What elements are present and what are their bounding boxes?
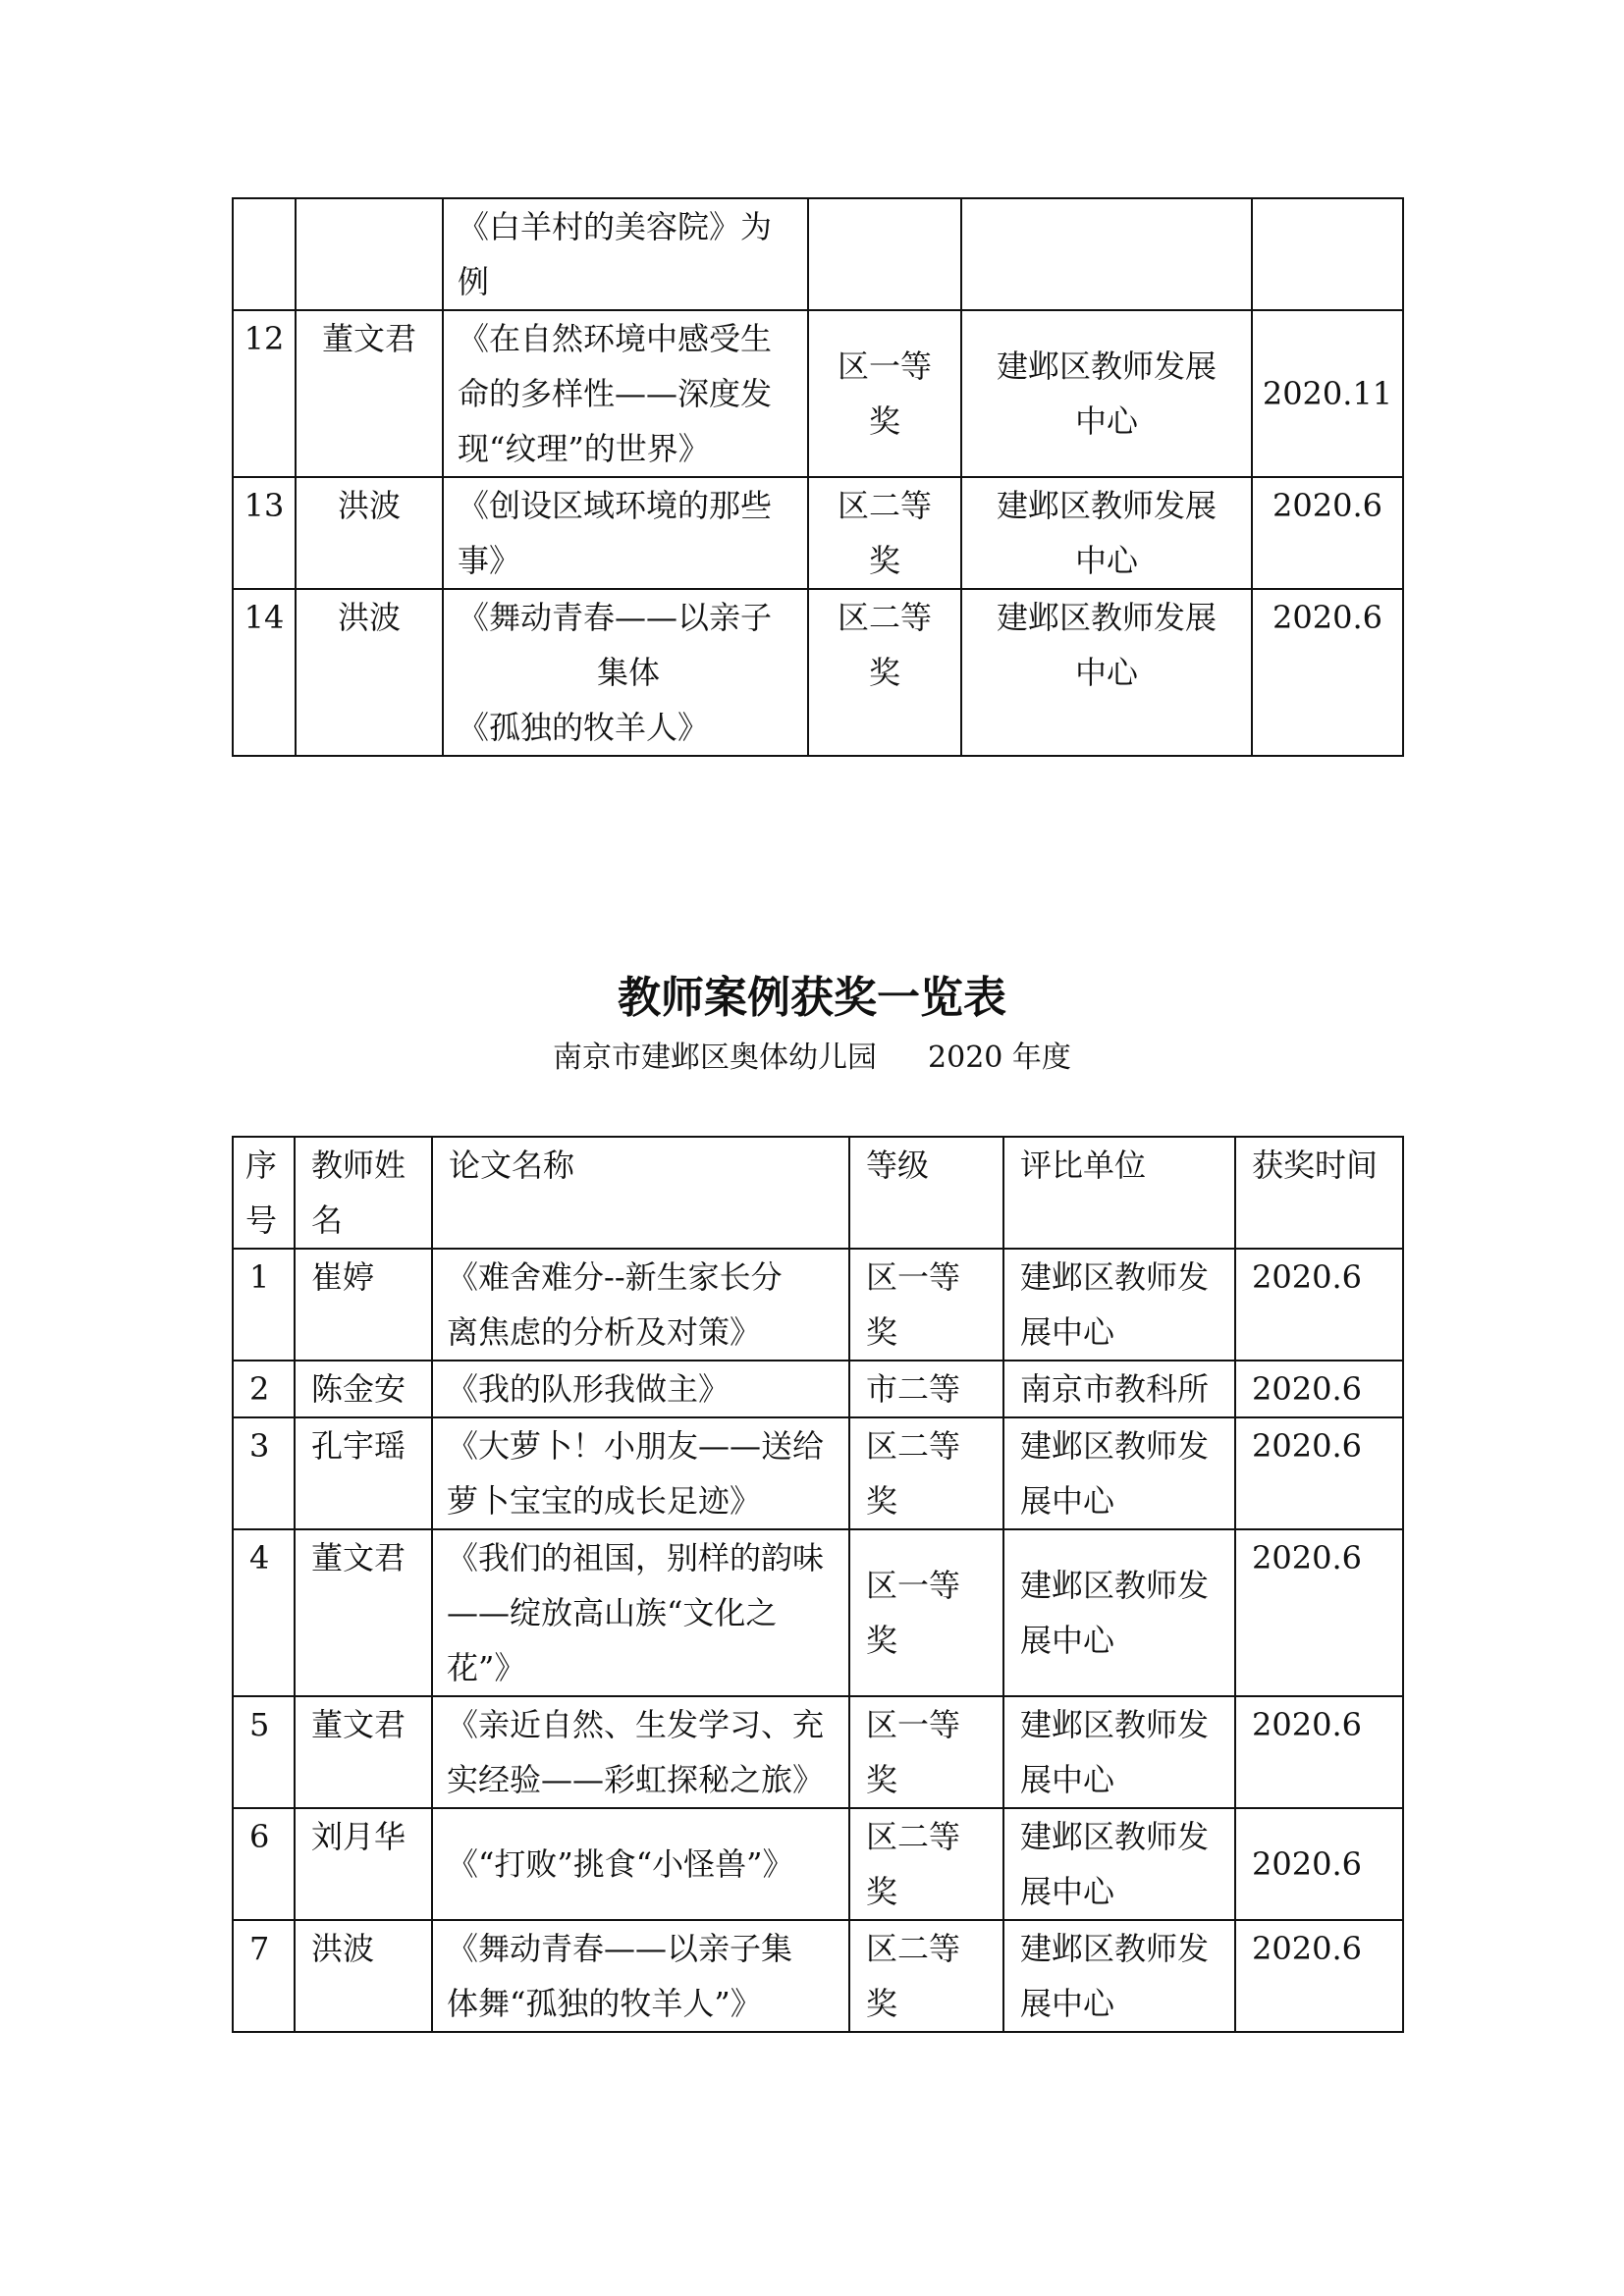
cell-date: 2020.6 — [1235, 1249, 1403, 1361]
cell-no: 4 — [233, 1529, 295, 1696]
cell-name: 洪波 — [295, 1920, 432, 2032]
cell-date: 2020.6 — [1252, 589, 1403, 756]
cell-title: 《创设区域环境的那些 事》 — [443, 477, 808, 589]
cell-level: 区一等 奖 — [849, 1249, 1003, 1361]
cell-org — [961, 198, 1252, 310]
cell-org: 建邺区教师发展 中心 — [961, 589, 1252, 756]
cell-no: 6 — [233, 1808, 295, 1920]
cell-level: 区一等 奖 — [808, 310, 961, 477]
table-row — [233, 1529, 1403, 1696]
cell-level: 区二等 奖 — [808, 477, 961, 589]
cell-name: 董文君 — [296, 310, 443, 477]
cell-no: 13 — [233, 477, 296, 589]
header-name: 教师姓 名 — [295, 1137, 432, 1249]
cell-date: 2020.6 — [1235, 1920, 1403, 2032]
cell-org: 南京市教科所 — [1003, 1361, 1235, 1417]
table-row — [233, 589, 1403, 756]
table-row — [233, 1361, 1403, 1417]
cell-no: 2 — [233, 1361, 295, 1417]
table-row — [233, 1808, 1403, 1920]
cell-date: 2020.6 — [1235, 1361, 1403, 1417]
cell-name: 洪波 — [296, 589, 443, 756]
cell-level — [808, 198, 961, 310]
cell-level: 区一等 奖 — [849, 1529, 1003, 1696]
cell-no — [233, 198, 296, 310]
cell-date: 2020.6 — [1235, 1808, 1403, 1920]
cell-level: 区二等 奖 — [849, 1417, 1003, 1529]
cell-date: 2020.6 — [1235, 1417, 1403, 1529]
cell-org: 建邺区教师发 展中心 — [1003, 1249, 1235, 1361]
cell-org: 建邺区教师发展 中心 — [961, 477, 1252, 589]
table-row — [233, 1249, 1403, 1361]
table-row — [233, 1417, 1403, 1529]
cell-org: 建邺区教师发 展中心 — [1003, 1920, 1235, 2032]
table-row — [233, 477, 1403, 589]
cell-title: 《我的队形我做主》 — [432, 1361, 849, 1417]
cell-date: 2020.6 — [1235, 1529, 1403, 1696]
cell-title: 《亲近自然、生发学习、充 实经验——彩虹探秘之旅》 — [432, 1696, 849, 1808]
year-label: 2020 年度 — [928, 1041, 1071, 1075]
cell-org: 建邺区教师发展 中心 — [961, 310, 1252, 477]
table-row — [233, 1920, 1403, 2032]
cell-org: 建邺区教师发 展中心 — [1003, 1529, 1235, 1696]
header-org: 评比单位 — [1003, 1137, 1235, 1249]
cell-no: 7 — [233, 1920, 295, 2032]
cell-title: 《舞动青春——以亲子集 体舞“孤独的牧羊人”》 — [432, 1920, 849, 2032]
cell-org: 建邺区教师发 展中心 — [1003, 1417, 1235, 1529]
header-title: 论文名称 — [432, 1137, 849, 1249]
cell-name: 董文君 — [295, 1696, 432, 1808]
header-date: 获奖时间 — [1235, 1137, 1403, 1249]
school-name: 南京市建邺区奥体幼儿园 — [553, 1041, 878, 1075]
cell-org: 建邺区教师发 展中心 — [1003, 1808, 1235, 1920]
cell-no: 14 — [233, 589, 296, 756]
cell-level: 市二等 — [849, 1361, 1003, 1417]
cell-title: 《舞动青春——以亲子 集体 《孤独的牧羊人》 — [443, 589, 808, 756]
cell-no: 12 — [233, 310, 296, 477]
cell-level: 区二等 奖 — [849, 1920, 1003, 2032]
cell-no: 1 — [233, 1249, 295, 1361]
cell-name: 陈金安 — [295, 1361, 432, 1417]
table-row — [233, 310, 1403, 477]
cell-date: 2020.11 — [1252, 310, 1403, 477]
cell-title: 《在自然环境中感受生 命的多样性——深度发 现“纹理”的世界》 — [443, 310, 808, 477]
award-table-continued — [232, 197, 1404, 757]
cell-level: 区二等 奖 — [849, 1808, 1003, 1920]
table-row — [233, 1696, 1403, 1808]
cell-name: 孔宇瑶 — [295, 1417, 432, 1529]
cell-name: 刘月华 — [295, 1808, 432, 1920]
cell-level: 区二等 奖 — [808, 589, 961, 756]
cell-name — [296, 198, 443, 310]
cell-no: 5 — [233, 1696, 295, 1808]
cell-no: 3 — [233, 1417, 295, 1529]
header-no: 序 号 — [233, 1137, 295, 1249]
cell-date: 2020.6 — [1252, 477, 1403, 589]
cell-title: 《难舍难分--新生家长分 离焦虑的分析及对策》 — [432, 1249, 849, 1361]
cell-title: 《我们的祖国，别样的韵味 ——绽放高山族“文化之 花”》 — [432, 1529, 849, 1696]
cell-date — [1252, 198, 1403, 310]
cell-name: 崔婷 — [295, 1249, 432, 1361]
cell-org: 建邺区教师发 展中心 — [1003, 1696, 1235, 1808]
case-award-table — [232, 1136, 1404, 2033]
cell-name: 董文君 — [295, 1529, 432, 1696]
page-title: 教师案例获奖一览表 — [618, 973, 1006, 1023]
cell-name: 洪波 — [296, 477, 443, 589]
table-header-row — [233, 1137, 1403, 1249]
cell-title: 《“打败”挑食“小怪兽”》 — [432, 1808, 849, 1920]
cell-title: 《白羊村的美容院》为 例 — [443, 198, 808, 310]
header-level: 等级 — [849, 1137, 1003, 1249]
page-subtitle — [0, 1036, 1624, 1081]
table-row — [233, 198, 1403, 310]
cell-date: 2020.6 — [1235, 1696, 1403, 1808]
cell-title: 《大萝卜！小朋友——送给 萝卜宝宝的成长足迹》 — [432, 1417, 849, 1529]
cell-level: 区一等 奖 — [849, 1696, 1003, 1808]
